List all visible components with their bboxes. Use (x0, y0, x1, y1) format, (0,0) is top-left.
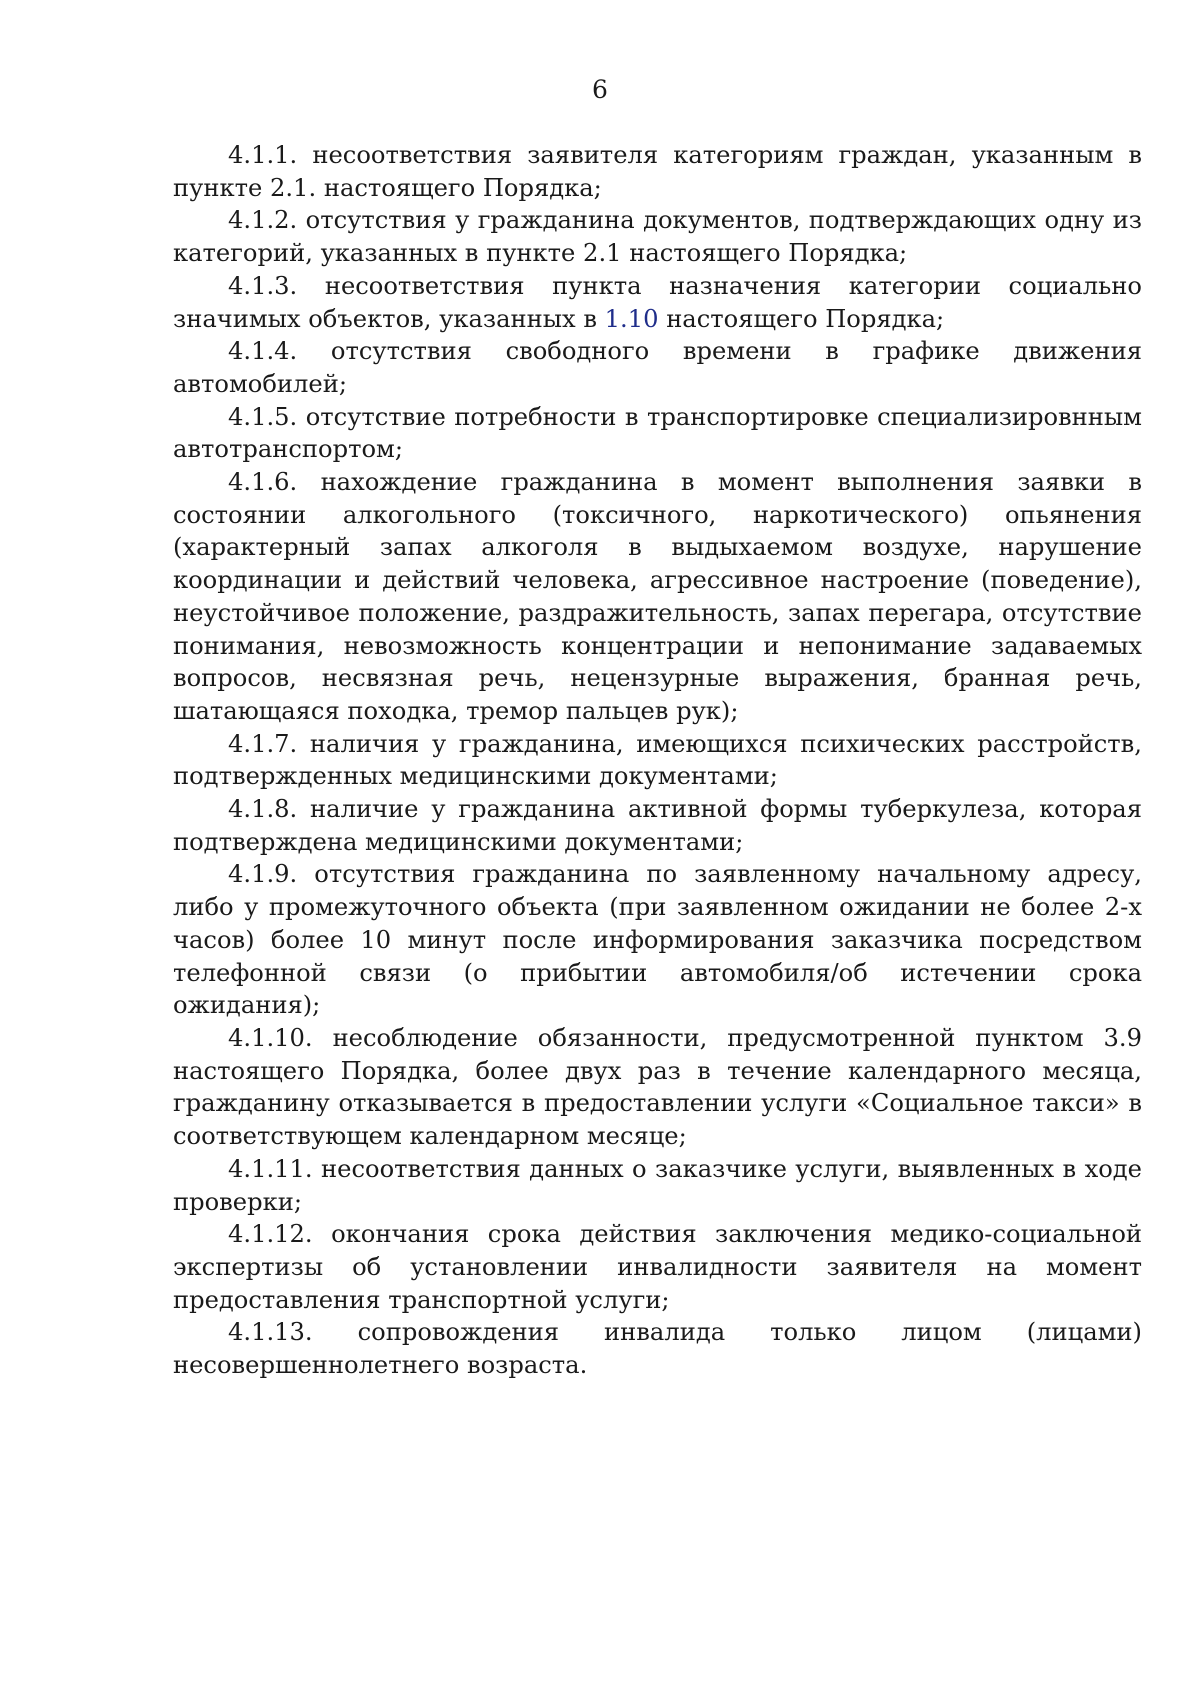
clause-number: 4.1.2. (228, 206, 298, 235)
page-number: 6 (592, 75, 608, 104)
clause-text: несоблюдение обязанности, предусмотренной пунктом 3.9 настоящего Порядка, более двух раз в течение календарного месяца, гражданину отказывается в предоставлении услуги «Социальное такси» в соответствующем календарном месяце; (173, 1023, 1142, 1151)
clause-text: нахождение гражданина в момент выполнения заявки в состоянии алкогольного (токсичного, наркотического) опьянения (характерный запах алкоголя в выдыхаемом воздухе, нарушение координации и действий человека, агрессивное настроение (поведение), неустойчивое положение, раздражительность, запах перегара, отсутствие понимания, невозможность концентрации и непонимание задаваемых вопросов, несвязная речь, нецензурные выражения, бранная речь, шатающаяся походка, тремор пальцев рук); (173, 468, 1142, 725)
clause-text: наличие у гражданина активной формы туберкулеза, которая подтверждена медицинскими документами; (173, 795, 1142, 856)
clause-number: 4.1.10. (228, 1023, 313, 1052)
clause-number: 4.1.11. (228, 1154, 313, 1183)
clause-number: 4.1.4. (228, 337, 298, 366)
clause-4-1-3 (173, 270, 1142, 335)
clause-text: отсутствия у гражданина документов, подтверждающих одну из категорий, указанных в пункте 2.1 настоящего Порядка; (173, 206, 1142, 268)
clause-4-1-1 (173, 139, 1142, 204)
clause-4-1-2 (173, 204, 1142, 269)
clause-number: 4.1.1. (228, 141, 298, 169)
clause-4-1-5 (173, 401, 1142, 466)
clause-text: сопровождения инвалида только лицом (лицами) несовершеннолетнего возраста. (173, 1318, 1142, 1380)
clause-4-1-10 (173, 1022, 1142, 1153)
clause-number: 4.1.8. (228, 795, 298, 824)
clause-number: 4.1.5. (228, 402, 298, 431)
clause-text: отсутствия свободного времени в графике движения автомобилей; (173, 337, 1142, 398)
clause-4-1-11 (173, 1153, 1142, 1218)
clause-4-1-4 (173, 335, 1142, 400)
clause-number: 4.1.12. (228, 1220, 313, 1249)
clause-text-continued: настоящего Порядка; (658, 304, 945, 333)
clause-text: несоответствия данных о заказчике услуги, выявленных в ходе проверки; (173, 1154, 1142, 1216)
clause-4-1-12 (173, 1218, 1142, 1316)
document-body (173, 139, 1142, 1382)
clause-number: 4.1.7. (228, 729, 298, 758)
clause-reference-link[interactable]: 1.10 (604, 304, 659, 333)
clause-text: несоответствия заявителя категориям граждан, указанным в пункте 2.1. настоящего Порядка; (173, 141, 1142, 202)
clause-4-1-7 (173, 728, 1142, 793)
clause-number: 4.1.9. (228, 860, 298, 889)
clause-4-1-13 (173, 1316, 1142, 1381)
clause-text: отсутствия гражданина по заявленному начальному адресу, либо у промежуточного объекта (при заявленном ожидании не более 2-х часов) более 10 минут после информирования заказчика посредством телефонной связи (о прибытии автомобиля/об истечении срока ожидания); (173, 860, 1142, 1020)
clause-number: 4.1.6. (228, 468, 298, 497)
clause-number: 4.1.3. (228, 271, 298, 300)
clause-4-1-6 (173, 466, 1142, 728)
clause-number: 4.1.13. (228, 1318, 313, 1347)
clause-text: несоответствия пункта назначения категории социально значимых объектов, указанных в (173, 271, 1142, 333)
clause-text: окончания срока действия заключения медико-социальной экспертизы об установлении инвалидности заявителя на момент предоставления транспортной услуги; (173, 1220, 1142, 1314)
clause-text: отсутствие потребности в транспортировке специализировнным автотранспортом; (173, 402, 1142, 464)
clause-4-1-8 (173, 793, 1142, 858)
clause-4-1-9 (173, 858, 1142, 1022)
clause-text: наличия у гражданина, имеющихся психических расстройств, подтвержденных медицинскими документами; (173, 729, 1142, 791)
